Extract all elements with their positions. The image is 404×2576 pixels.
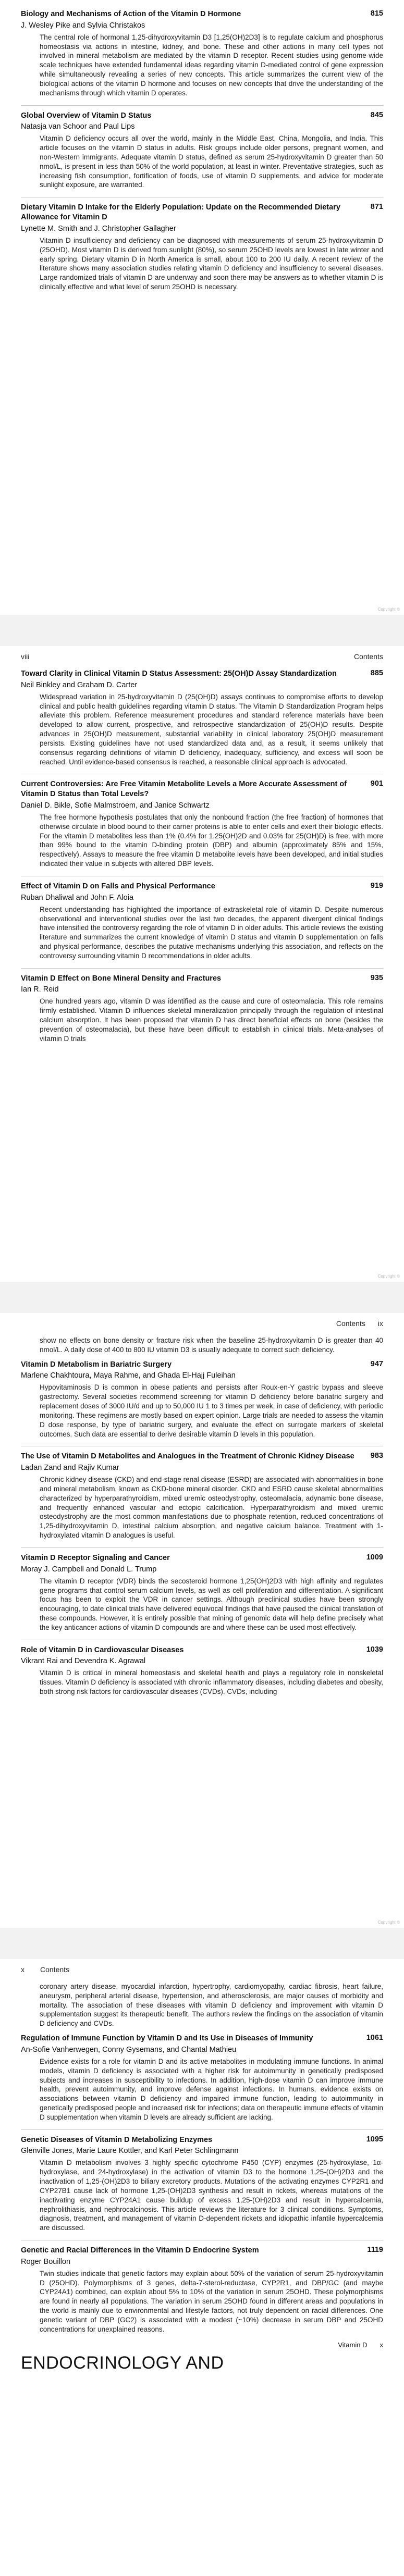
toc-entry [21,1360,383,1439]
running-head [21,646,383,661]
entry-authors: Ruban Dhaliwal and John F. Aloia [21,893,134,902]
toc-entry [21,2129,383,2233]
entry-abstract: One hundred years ago, vitamin D was identified as the cause and cure of osteomalacia. This role remains firmly established. Vitamin D influences skeletal mineralization principally through the regulation of intestinal calcium absorption. It has been proposed that vitamin D has direct beneficial effects on bone (besides the prevention of osteomalacia), but these have been difficult to establish in clinical trials. Meta-analyses of vitamin D trials [40,997,383,1043]
entry-title[interactable]: Toward Clarity in Clinical Vitamin D Status Assessment: 25(OH)D Assay Standardization [21,670,337,678]
entry-page-number: 983 [370,1452,383,1460]
entry-abstract: Chronic kidney disease (CKD) and end-stage renal disease (ESRD) are associated with abnormalities in bone and mineral metabolism, known as CKD-bone mineral disorder. CKD and ESRD cause skeletal abnormalities characterized by hyperparathyroidism, mixed uremic osteodystrophy, osteomalacia, adynamic bone disease, and frequently enhanced vascular and ectopic calcification. Hyperparathyroidism and mixed uremic osteodystrophy are the most common manifestations due to phosphate retention, reduced concentrations of 1,25-dihydroxyvitamin D, intestinal calcium absorption, and negative calcium balance. Treatment with 1-hydroxylated vitamin D analogues is useful. [40,1476,383,1540]
running-head-label: Contents [336,1319,365,1328]
entry-abstract: Vitamin D deficiency occurs all over the world, mainly in the Middle East, China, Mongolia, and India. This article focuses on the vitamin D status in adults. Risk groups include older persons, pregnant women, and non-Western immigrants. Adequate vitamin D status, defined as serum 25-hydroxyvitamin D greater than 50 nmol/L, is present in less than 50% of the world population, at least in winter. Preventative strategies, such as increasing fish consumption, fortification of foods, use of vitamin D supplements, and advice for moderate sunlight exposure, are warranted. [40,134,383,189]
page-2 [0,646,404,1282]
entry-title[interactable]: Vitamin D Effect on Bone Mineral Density and Fractures [21,974,222,983]
p1-entry-list [21,9,383,292]
entry-page-number: 901 [370,779,383,788]
entry-divider [21,968,383,969]
toc-entry [21,2034,383,2122]
entry-heading-row [21,779,383,799]
entry-title[interactable]: Vitamin D Metabolism in Bariatric Surgery [21,1360,172,1369]
entry-page-number: 935 [370,973,383,982]
entry-page-number: 871 [370,203,383,212]
entry-title[interactable]: Effect of Vitamin D on Falls and Physical Performance [21,882,215,890]
entry-authors: Natasja van Schoor and Paul Lips [21,122,135,131]
entry-heading-row [21,669,383,679]
entry-divider [21,1547,383,1548]
entry-heading-row [21,1452,383,1462]
page-4 [0,1959,404,2555]
entry-abstract: Vitamin D is critical in mineral homeostasis and skeletal health and plays a regulatory role in nonskeletal tissues. Vitamin D deficiency is associated with chronic inflammatory diseases, including diabetes and obesity, both strong risk factors for cardiovascular diseases (CVDs). CVDs, including [40,1669,383,1696]
entry-authors: Glenville Jones, Marie Laure Kottler, and Karl Peter Schlingmann [21,2147,239,2156]
running-head-label: Contents [40,1965,70,1974]
entry-page-number: 1039 [366,1645,383,1654]
entry-title[interactable]: Vitamin D Receptor Signaling and Cancer [21,1553,170,1562]
journal-banner: ENDOCRINOLOGY AND [21,2353,224,2373]
continuation-text: show no effects on bone density or fracture risk when the baseline 25-hydroxyvitamin D is greater than 40 nmol/L. A daily dose of 400 to 800 IU vitamin D3 is usually adequate to correct such deficiency. [40,1336,383,1354]
entry-abstract: Widespread variation in 25-hydroxyvitamin D (25(OH)D) assays continues to compromise efforts to develop clinical and public health guidelines regarding vitamin D status. The Vitamin D Standardization Program helps alleviate this problem. Reference measurement procedures and standard reference materials have been developed to allow current, prospective, and retrospective standardization of 25(OH)D results. Despite advances in 25(OH)D measurement, substantial variability in clinical laboratory 25(OH)D measurement persists. Existing guidelines have not used standardized data and, as a result, it seems unlikely that consensus regarding definitions of vitamin D deficiency, inadequacy, sufficiency, and excess will soon be reached. Until evidence-based consensus is reached, a reasonable clinical approach is advocated. [40,692,383,766]
entry-page-number: 885 [370,669,383,677]
entry-page-number: 1119 [367,2245,383,2254]
entry-page-number: 1095 [366,2135,383,2144]
entry-abstract: The free hormone hypothesis postulates that only the nonbound fraction (the free fraction) of hormones that otherwise circulate in blood bound to their carrier proteins is able to enter cells and exert their biologic effects. For the vitamin D metabolites less than 1% (0.4% for 1,25(OH)2D and 0.03% for 25(OH)D) is free, with more than 99% bound to the vitamin D-binding protein (DBP) and albumin (approximately 85% and 15%, respectively). Assays to measure the free vitamin D metabolite levels have been developed, and initial studies indicated their value in subjects with altered DBP levels. [40,813,383,868]
entry-abstract: Vitamin D metabolism involves 3 highly specific cytochrome P450 (CYP) enzymes (25-hydroxylase, 1α-hydroxylase, and 24-hydroxylase) in the activation of vitamin D3 to the hormone 1,25-(OH)2D3 and the inactivation of 1,25-(OH)2D3 to biliary excretory products. Mutations of the activating enzymes CYP2R1 and CYP27B1 cause lack of hormone 1,25-(OH)2D3 synthesis and result in rickets, whereas mutations of the inactivating enzyme CYP24A1 cause buildup of excess 1,25-(OH)2D3 and result in hypercalcemia, nephrolithiasis, and nephrocalcinosis. This article reviews the literature for 3 clinical conditions. Symptoms, diagnosis, treatment, and management of vitamin D-dependent rickets and idiopathic infantile hypercalcemia are discussed. [40,2159,383,2232]
entry-heading-row [21,1553,383,1563]
running-head [21,1959,383,1974]
entry-authors: Ian R. Reid [21,985,59,994]
entry-title[interactable]: Biology and Mechanisms of Action of the Vitamin D Hormone [21,10,241,18]
roman-page-number: x [21,1965,25,1974]
p2-entry-list [21,669,383,1044]
entry-authors: Moray J. Campbell and Donald L. Trump [21,1565,157,1574]
entry-heading-row [21,9,383,19]
page-1 [0,0,404,615]
entry-authors: J. Wesley Pike and Sylvia Christakos [21,21,145,30]
entry-heading-row [21,2246,383,2256]
toc-entry [21,9,383,98]
toc-entry [21,1446,383,1540]
entry-heading-row [21,2034,383,2044]
entry-authors: Ladan Zand and Rajiv Kumar [21,1464,119,1472]
p4-entry-list [21,2034,383,2334]
entry-title[interactable]: Genetic Diseases of Vitamin D Metabolizing Enzymes [21,2135,213,2144]
toc-entry [21,2240,383,2334]
page-gap [0,1928,404,1959]
page-gap [0,1282,404,1313]
entry-title[interactable]: Role of Vitamin D in Cardiovascular Diseases [21,1645,184,1654]
entry-heading-row [21,1360,383,1370]
toc-entry [21,197,383,292]
entry-abstract: Evidence exists for a role for vitamin D and its active metabolites in modulating immune functions. In animal models, vitamin D deficiency is associated with a higher risk for autoimmunity in genetically predisposed subjects and increases in susceptibility to infections. In addition, high-dose vitamin D can improve immune health, prevent autoimmunity, and improve defense against infections. In humans, evidence exists on associations between vitamin D deficiency and impaired immune function, leading to autoimmunity in genetically predisposed people and increased risk for infections; data on therapeutic immune effects of vitamin D supplementation when vitamin D levels are already sufficient are lacking. [40,2057,383,2121]
entry-title[interactable]: The Use of Vitamin D Metabolites and Analogues in the Treatment of Chronic Kidney Disease [21,1452,354,1461]
p3-entry-list [21,1360,383,1696]
entry-page-number: 919 [370,881,383,890]
entry-page-number: 947 [370,1359,383,1368]
page-gap [0,615,404,646]
entry-abstract: Vitamin D insufficiency and deficiency can be diagnosed with measurements of serum 25-hydroxyvitamin D (25OHD). Most vitamin D is derived from sunlight (80%), so serum 25OHD levels are lowest in late winter and early spring. Dietary vitamin D in North America is small, about 100 to 200 IU daily. A recent review of the literature shows many association studies relating vitamin D deficiency and insufficiency to several diseases. Large randomized trials of vitamin D are underway and soon there may be answers as to whether vitamin D is clinically effective and what level of serum 25OHD is necessary. [40,236,383,291]
entry-title[interactable]: Current Controversies: Are Free Vitamin Metabolite Levels a More Accurate Assessment of Vitamin D Status than Total Levels? [21,780,347,799]
toc-entry [21,1547,383,1632]
copyright-note: Copyright © [377,1274,400,1279]
entry-authors: An-Sofie Vanherwegen, Conny Gysemans, and Chantal Mathieu [21,2045,237,2054]
entry-abstract: The vitamin D receptor (VDR) binds the secosteroid hormone 1,25(OH)2D3 with high affinity and regulates gene programs that control serum calcium levels, as well as cell proliferation and differentiation. A significant focus has been to exploit the VDR in cancer settings. Although preclinical studies have been strongly encouraging, to date clinical trials have delivered equivocal findings that have paused the clinical translation of these compounds. However, it is entirely possible that mining of genomic data will help define precisely what the key anticancer actions of vitamin D compounds are and where these can be used most effectively. [40,1577,383,1631]
toc-entry [21,669,383,766]
entry-heading-row [21,2135,383,2145]
page-3 [0,1313,404,1928]
running-head-label: Contents [353,652,383,661]
footer-page-number: x [379,2341,383,2349]
footer-label: Vitamin D [338,2341,368,2349]
entry-authors: Daniel D. Bikle, Sofie Malmstroem, and Janice Schwartz [21,801,210,810]
entry-page-number: 1061 [366,2034,383,2042]
copyright-note: Copyright © [377,607,400,612]
entry-divider [21,2129,383,2130]
entry-abstract: Recent understanding has highlighted the importance of extraskeletal role of vitamin D. Despite numerous observational and interventional studies over the last two decades, the apparent divergent clinical findings have intensified the controversy regarding the role of vitamin D in older adults. This article reviews the existing literature and summarizes the current knowledge of vitamin D status and vitamin D supplementation on falls and physical performance, describes the putative mechanisms underlying this association, and reflects on the controversy surrounding vitamin D recommendations in older adults. [40,905,383,960]
page-footer [21,2341,383,2349]
running-head [21,1313,383,1328]
roman-page-number: viii [21,652,30,661]
toc-entry [21,1640,383,1696]
entry-authors: Marlene Chakhtoura, Maya Rahme, and Ghada El-Hajj Fuleihan [21,1371,236,1380]
entry-page-number: 1009 [366,1553,383,1562]
entry-title[interactable]: Dietary Vitamin D Intake for the Elderly Population: Update on the Recommended Dietary Allowance for Vitamin D [21,203,340,222]
toc-entry [21,774,383,869]
entry-authors: Roger Bouillon [21,2257,71,2266]
entry-abstract: Twin studies indicate that genetic factors may explain about 50% of the variation of serum 25-hydroxyvitamin D (25OHD). Polymorphisms of 3 genes, delta-7-sterol-reductase, CYP2R1, and DBP/GC (and maybe CYP24A1) combined, can explain about 5% to 10% of the variation in serum 25OHD. These polymorphisms are found in nearly all populations. The variation in serum 25OHD found in different areas and populations in the world is mainly due to environmental and lifestyle factors, not truly dependent on racial differences. One genetic variant of DBP (GC2) is associated with a modest (~10%) decrease in serum DBP and 25OHD concentrations for unexplained reasons. [40,2269,383,2333]
entry-authors: Neil Binkley and Graham D. Carter [21,680,138,689]
entry-title[interactable]: Global Overview of Vitamin D Status [21,111,152,120]
entry-heading-row [21,974,383,984]
toc-entry [21,105,383,190]
entry-page-number: 815 [370,9,383,18]
entry-title[interactable]: Regulation of Immune Function by Vitamin D and Its Use in Diseases of Immunity [21,2034,313,2043]
entry-title[interactable]: Genetic and Racial Differences in the Vitamin D Endocrine System [21,2246,259,2255]
entry-authors: Vikrant Rai and Devendra K. Agrawal [21,1657,146,1666]
entry-abstract: Hypovitaminosis D is common in obese patients and persists after Roux-en-Y gastric bypass and sleeve gastrectomy. Several societies recommend screening for vitamin D deficiency before bariatric surgery and replacement doses of 3000 IU/d and up to 50,000 IU 1 to 3 times per week, in case of deficiency, with periodic monitoring. These regimens are mostly based on expert opinion. Large trials are needed to assess the vitamin D dose response, by type of bariatric surgery, and evaluate the effect on surrogate markers of skeletal outcomes. Such data are essential to derive desirable vitamin D levels in this population. [40,1383,383,1438]
toc-entry [21,876,383,961]
toc-entry [21,968,383,1044]
entry-heading-row [21,111,383,121]
entry-heading-row [21,1645,383,1655]
copyright-note: Copyright © [377,1920,400,1925]
entry-abstract: The central role of hormonal 1,25-dihydroxyvitamin D3 [1,25(OH)2D3] is to regulate calcium and phosphorus homeostasis via actions in intestine, kidney, and bone. These and other actions in many cell types not involved in mineral metabolism are mediated by the vitamin D receptor. Recent studies using genome-wide scale techniques have extended fundamental ideas regarding vitamin D-mediated control of gene expression while simultaneously revealing a series of new concepts. This article summarizes the current view of the biological actions of the vitamin D hormone and focuses on new concepts that drive the understanding of the mechanisms through which vitamin D operates. [40,33,383,97]
entry-heading-row [21,882,383,891]
entry-page-number: 845 [370,110,383,119]
entry-divider [21,105,383,106]
entry-authors: Lynette M. Smith and J. Christopher Gallagher [21,224,176,233]
roman-page-number: ix [377,1319,383,1328]
entry-heading-row [21,203,383,222]
continuation-text: coronary artery disease, myocardial infarction, hypertrophy, cardiomyopathy, cardiac fibrosis, heart failure, aneurysm, peripheral arterial disease, hypertension, and atherosclerosis, are major causes of morbidity and mortality. The association of these diseases with vitamin D deficiency and improvement with vitamin D supplementation suggest its therapeutic benefit. The authors review the findings on the association of vitamin D deficiency and CVDs. [40,1983,383,2028]
